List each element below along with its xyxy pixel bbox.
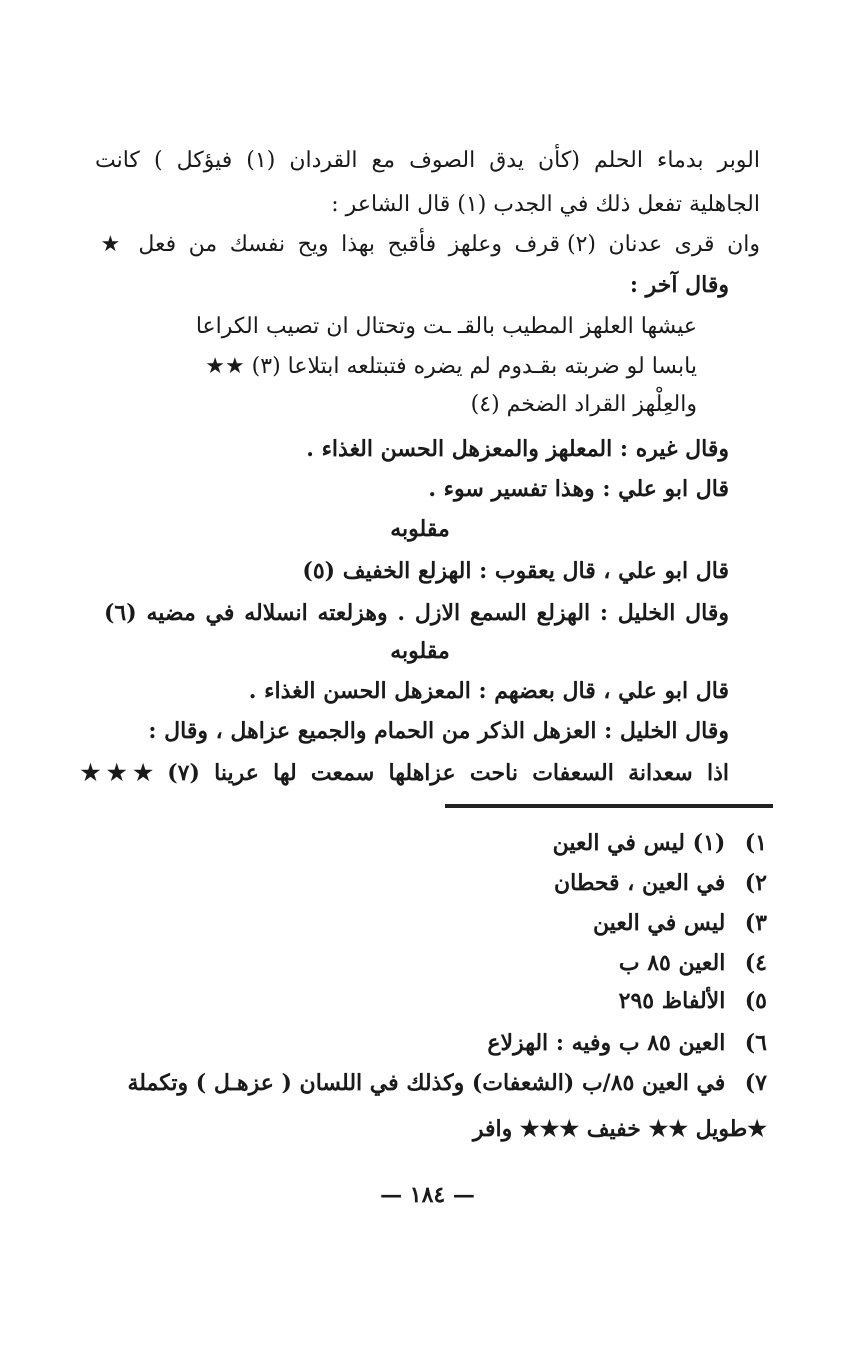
footnote-text: العين ٨٥ ب وفيه : الهزلاع — [487, 1030, 726, 1056]
footnote-text: في العين ٨٥/ب (الشعفات) وكذلك في اللسان ( عزهـل ) وتكملة — [127, 1070, 726, 1096]
footnote-item — [619, 946, 767, 980]
footnote-number: ٢) — [744, 870, 767, 896]
footnote-text: الألفاظ ٢٩٥ — [618, 988, 726, 1014]
footnote-text: في العين ، قحطان — [553, 870, 726, 896]
footnote-text: العين ٨٥ ب — [618, 950, 726, 976]
footnote-item — [553, 826, 767, 860]
footnote-text: (١) ليس في العين — [552, 830, 726, 856]
text-line-3: وان قرى عدنان (٢) قرف وعلهز فأقبح بهذا ويح نفسك من فعل ★ — [95, 232, 760, 257]
text-line-12: وقال الخليل : الهزلع السمع الازل . وهزلعته انسلاله في مضيه (٦) — [104, 600, 729, 626]
section-heading-2: مقلوبه — [390, 638, 450, 664]
footnote-item — [127, 1066, 767, 1100]
footnote-item — [593, 906, 767, 940]
footnote-number: ٣) — [744, 910, 767, 936]
footnote-number: ٥) — [744, 988, 767, 1014]
meter-legend: ★طويل ★★ خفيف ★★★ وافر — [472, 1116, 767, 1142]
verse-line-3: والعِلْهز القراد الضخم (٤) — [470, 392, 697, 417]
section-heading-1: مقلوبه — [390, 516, 450, 542]
footnote-number: ٤) — [744, 950, 767, 976]
footnote-item — [619, 984, 767, 1018]
footnote-item — [487, 1026, 767, 1060]
footnote-divider — [445, 804, 773, 808]
text-line-11: قال ابو علي ، قال يعقوب : الهزلع الخفيف (٥) — [302, 558, 729, 584]
verse-line-2: يابسا لو ضربته بقـدوم لم يضره فتبتلعه ابتلاعا (٣) ★★ — [205, 354, 697, 379]
verse-line-1: عيشها العلهز المطيب بالقـ ـت وتحتال ان تصيب الكراعا — [195, 314, 697, 339]
text-line-8: وقال غيره : المعلهز والمعزهل الحسن الغذاء . — [306, 436, 729, 462]
text-line-9: قال ابو علي : وهذا تفسير سوء . — [428, 476, 729, 502]
footnote-text: ليس في العين — [592, 910, 726, 936]
text-line-15: وقال الخليل : العزهل الذكر من الحمام والجميع عزاهل ، وقال : — [148, 718, 729, 744]
page-number: — ١٨٤ — — [380, 1182, 475, 1208]
text-line-1: الوبر بدماء الحلم (كأن يدق الصوف مع القردان (١) فيؤكل ) كانت — [95, 148, 760, 173]
text-line-16: اذا سعدانة السعفات ناحت عزاهلها سمعت لها عرينا (٧) ★★★ — [74, 760, 729, 786]
footnote-number: ٧) — [744, 1070, 767, 1096]
text-line-14: قال ابو علي ، قال بعضهم : المعزهل الحسن الغذاء . — [248, 678, 729, 704]
text-line-4: وقال آخر : — [629, 272, 729, 298]
footnote-item — [554, 866, 767, 900]
footnote-number: ٦) — [744, 1030, 767, 1056]
text-line-2: الجاهلية تفعل ذلك في الجدب (١) قال الشاعر : — [331, 192, 760, 217]
footnote-number: ١) — [744, 830, 767, 856]
